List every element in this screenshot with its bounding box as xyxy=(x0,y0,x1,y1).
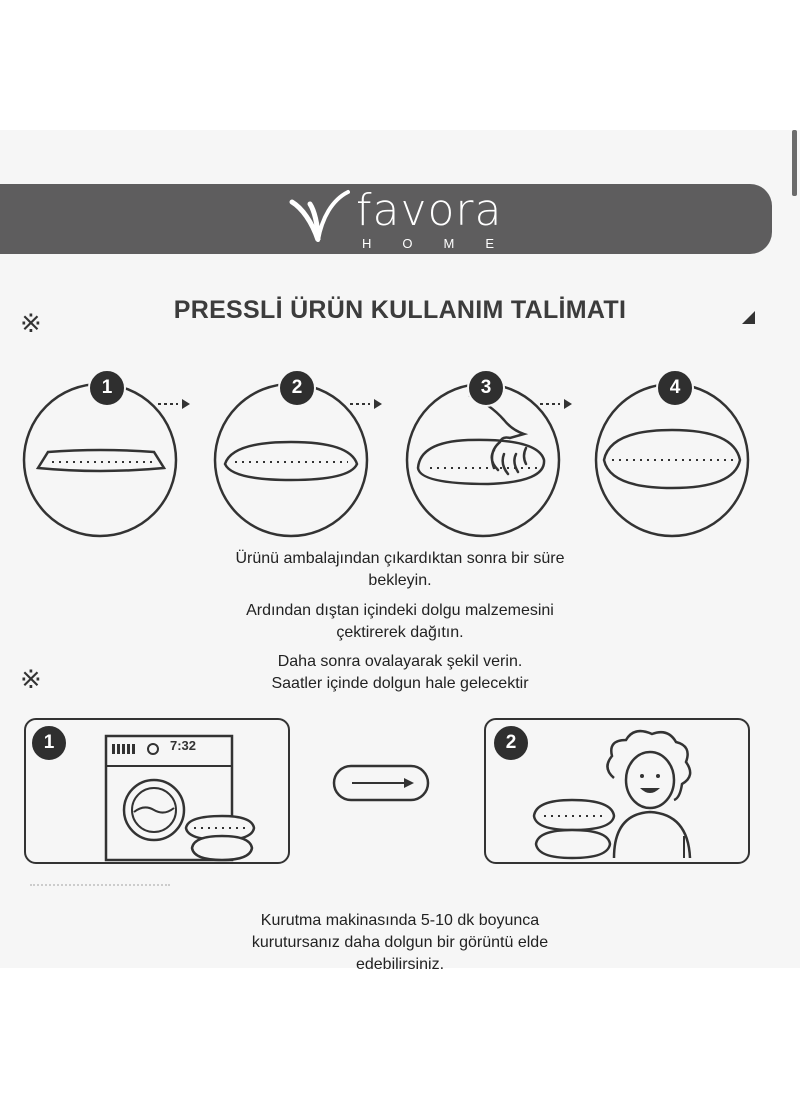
person-icon xyxy=(607,731,690,858)
step-badge-1: 1 xyxy=(88,369,126,407)
page-title: PRESSLİ ÜRÜN KULLANIM TALİMATI xyxy=(173,296,627,324)
leaf-logo-icon xyxy=(288,188,350,248)
section-symbol: ※ xyxy=(20,308,42,338)
dryer-time: 7:32 xyxy=(170,738,197,753)
instruction-paragraph-3: Daha sonra ovalayarak şekil verin. Saatler içinde dolgun hale gelecektir xyxy=(271,653,529,692)
faint-divider xyxy=(30,884,170,889)
full-pillow-icon xyxy=(604,430,740,488)
corner-triangle-icon xyxy=(742,310,756,324)
flat-pillow-icon xyxy=(38,450,164,471)
step-badge-3: 3 xyxy=(467,369,505,407)
bottom-step-badge-1: 1 xyxy=(30,724,68,762)
step-badge-2: 2 xyxy=(278,369,316,407)
step-badge-4: 4 xyxy=(656,369,694,407)
instruction-paragraph-1: Ürünü ambalajından çıkardıktan sonra bir süre bekleyin. xyxy=(235,550,565,589)
scrollbar-thumb[interactable] xyxy=(792,130,797,196)
brand-subtitle: HOME xyxy=(362,236,525,251)
result-illustration xyxy=(484,718,750,864)
arrow-right-icon xyxy=(332,764,432,804)
bottom-step-badge-2: 2 xyxy=(492,724,530,762)
dryer-instruction: Kurutma makinasında 5-10 dk boyunca kurutursanız daha dolgun bir görüntü elde edebilirsiniz. xyxy=(251,912,549,973)
section-symbol-2: ※ xyxy=(20,664,42,694)
instruction-paragraph-2: Ardından dıştan içindeki dolgu malzemesini çektirerek dağıtın. xyxy=(246,602,554,641)
brand-name: favora xyxy=(356,185,503,236)
